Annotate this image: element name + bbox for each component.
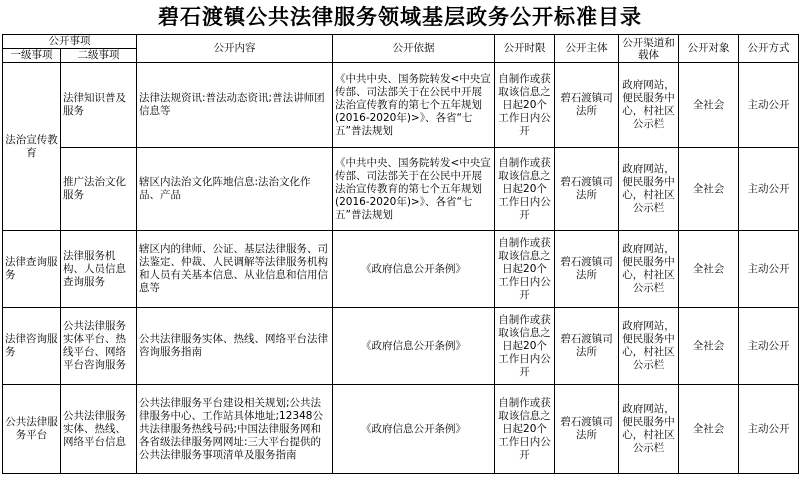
channel-cell: 政府网站，便民服务中心，村社区公示栏 bbox=[619, 231, 679, 308]
content-cell: 公共法律服务平台建设相关规划;公共法律服务中心、工作站具体地址;12348公共法律服务热线号码;中国法律服务网和各省级法律服务网网址:三大平台提供的公共法律服务事项清单及服务指南 bbox=[137, 385, 333, 474]
content-cell: 辖区内法治文化阵地信息:法治文化作品、产品 bbox=[137, 148, 333, 231]
basis-cell: 《中共中央、国务院转发<中央宣传部、司法部关于在公民中开展法治宣传教育的第七个五年规划(2016-2020年)>》、各省“七五”普法规划 bbox=[333, 148, 495, 231]
subject-cell: 碧石渡镇司法所 bbox=[555, 308, 619, 385]
table-row bbox=[3, 385, 799, 474]
header-subject: 公开主体 bbox=[555, 35, 619, 63]
method-cell: 主动公开 bbox=[739, 63, 799, 148]
content-cell: 法律法规资讯:普法动态资讯;普法讲师团信息等 bbox=[137, 63, 333, 148]
channel-cell: 政府网站，便民服务中心，村社区公示栏 bbox=[619, 63, 679, 148]
header-level1: 一级事项 bbox=[3, 49, 61, 63]
target-cell: 全社会 bbox=[679, 231, 739, 308]
table-row bbox=[3, 63, 799, 148]
method-cell: 主动公开 bbox=[739, 308, 799, 385]
subject-cell: 碧石渡镇司法所 bbox=[555, 148, 619, 231]
level2-cell: 公共法律服务实体、热线、网络平台信息 bbox=[61, 385, 137, 474]
level1-cell: 法律查询服务 bbox=[3, 231, 61, 308]
channel-cell: 政府网站，便民服务中心，村社区公示栏 bbox=[619, 385, 679, 474]
header-channel: 公开渠道和载体 bbox=[619, 35, 679, 63]
level2-cell: 法律知识普及服务 bbox=[61, 63, 137, 148]
content-cell: 辖区内的律师、公证、基层法律服务、司法鉴定、仲裁、人民调解等法律服务机构和人员有关基本信息、从业信息和信用信息等 bbox=[137, 231, 333, 308]
target-cell: 全社会 bbox=[679, 308, 739, 385]
header-matters: 公开事项 bbox=[3, 35, 137, 49]
level2-cell: 公共法律服务实体平台、热线平台、网络平台咨询服务 bbox=[61, 308, 137, 385]
target-cell: 全社会 bbox=[679, 148, 739, 231]
level1-cell: 法治宣传教育 bbox=[3, 63, 61, 231]
time-cell: 自制作或获取该信息之日起20个工作日内公开 bbox=[495, 308, 555, 385]
level1-cell: 法律咨询服务 bbox=[3, 308, 61, 385]
channel-cell: 政府网站，便民服务中心，村社区公示栏 bbox=[619, 308, 679, 385]
level1-cell: 公共法律服务平台 bbox=[3, 385, 61, 474]
level2-cell: 推广法治文化服务 bbox=[61, 148, 137, 231]
basis-cell: 《政府信息公开条例》 bbox=[333, 308, 495, 385]
catalog-table bbox=[2, 34, 799, 474]
basis-cell: 《政府信息公开条例》 bbox=[333, 385, 495, 474]
header-target: 公开对象 bbox=[679, 35, 739, 63]
table-row bbox=[3, 148, 799, 231]
subject-cell: 碧石渡镇司法所 bbox=[555, 63, 619, 148]
table-row bbox=[3, 231, 799, 308]
subject-cell: 碧石渡镇司法所 bbox=[555, 385, 619, 474]
method-cell: 主动公开 bbox=[739, 148, 799, 231]
header-content: 公开内容 bbox=[137, 35, 333, 63]
time-cell: 自制作或获取该信息之日起20个工作日内公开 bbox=[495, 385, 555, 474]
header-row-1 bbox=[3, 35, 799, 49]
target-cell: 全社会 bbox=[679, 63, 739, 148]
subject-cell: 碧石渡镇司法所 bbox=[555, 231, 619, 308]
basis-cell: 《中共中央、国务院转发<中央宣传部、司法部关于在公民中开展法治宣传教育的第七个五年规划(2016-2020年)>》、各省“七五”普法规划 bbox=[333, 63, 495, 148]
target-cell: 全社会 bbox=[679, 385, 739, 474]
time-cell: 自制作或获取该信息之日起20个工作日内公开 bbox=[495, 231, 555, 308]
level2-cell: 法律服务机构、人员信息查询服务 bbox=[61, 231, 137, 308]
method-cell: 主动公开 bbox=[739, 385, 799, 474]
basis-cell: 《政府信息公开条例》 bbox=[333, 231, 495, 308]
header-basis: 公开依据 bbox=[333, 35, 495, 63]
header-level2: 二级事项 bbox=[61, 49, 137, 63]
page-title: 碧石渡镇公共法律服务领域基层政务公开标准目录 bbox=[158, 5, 642, 29]
table-row bbox=[3, 308, 799, 385]
time-cell: 自制作或获取该信息之日起20个工作日内公开 bbox=[495, 63, 555, 148]
header-method: 公开方式 bbox=[739, 35, 799, 63]
header-time: 公开时限 bbox=[495, 35, 555, 63]
content-cell: 公共法律服务实体、热线、网络平台法律咨询服务指南 bbox=[137, 308, 333, 385]
channel-cell: 政府网站，便民服务中心，村社区公示栏 bbox=[619, 148, 679, 231]
method-cell: 主动公开 bbox=[739, 231, 799, 308]
time-cell: 自制作或获取该信息之日起20个工作日内公开 bbox=[495, 148, 555, 231]
